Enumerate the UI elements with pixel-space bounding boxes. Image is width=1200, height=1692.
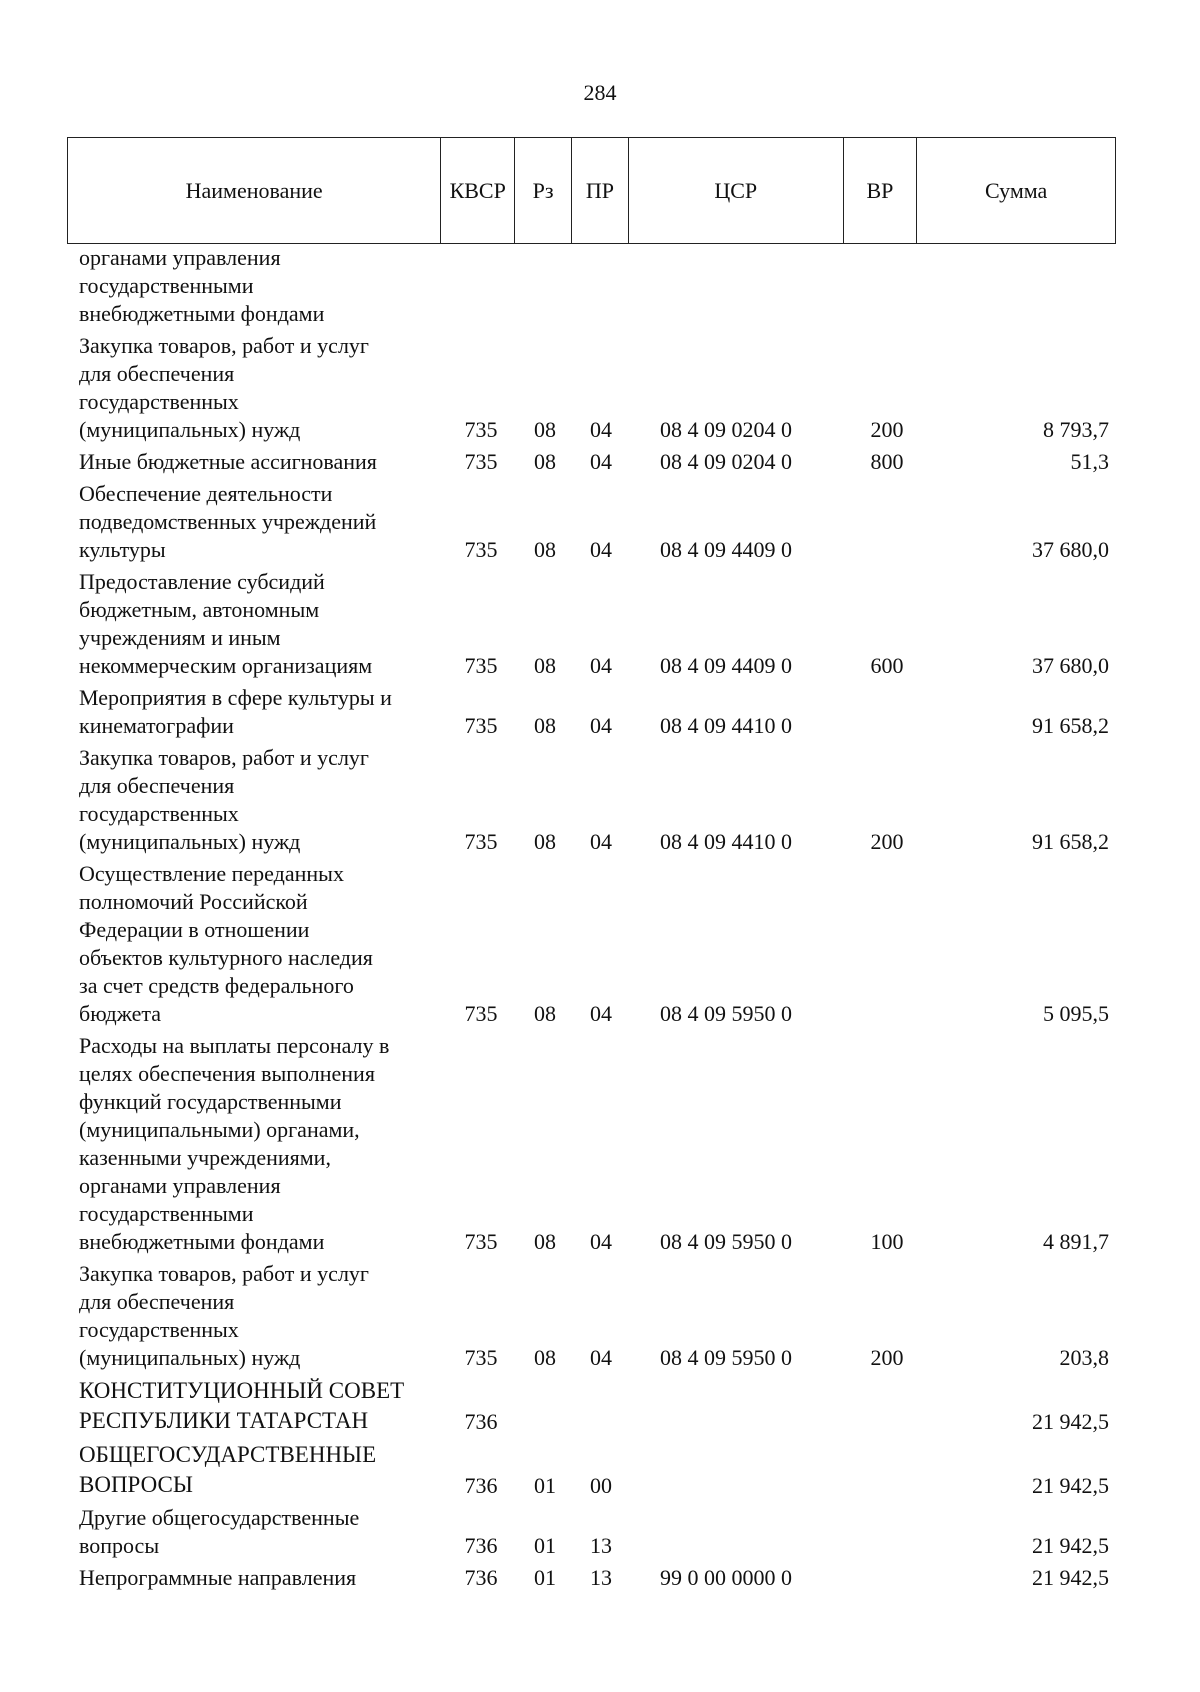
cell-csr: 08 4 09 4410 0 <box>660 829 792 854</box>
cell-vr: 600 <box>870 653 904 678</box>
cell-csr: 08 4 09 4409 0 <box>660 537 792 562</box>
row-name-line: полномочий Российской <box>79 889 308 914</box>
cell-rz: 01 <box>534 1565 556 1590</box>
cell-csr: 08 4 09 5950 0 <box>660 1345 792 1370</box>
row-name <box>79 332 431 444</box>
row-name-line: (муниципальных) нужд <box>79 829 301 854</box>
row-name-line: государственных <box>79 801 239 826</box>
row-name-line: казенными учреждениями, <box>79 1145 331 1170</box>
cell-sum: 51,3 <box>1070 449 1109 474</box>
cell-kvsr: 735 <box>464 1001 498 1026</box>
cell-rz: 08 <box>534 417 556 442</box>
row-name-line: ОБЩЕГОСУДАРСТВЕННЫЕ <box>79 1442 377 1467</box>
row-name <box>79 568 431 680</box>
row-name <box>79 1260 431 1372</box>
header-name: Наименование <box>68 138 441 243</box>
row-name <box>79 1032 431 1256</box>
header-csr: ЦСР <box>629 138 844 243</box>
row-name-line: Мероприятия в сфере культуры и <box>79 685 392 710</box>
row-name-line: (муниципальными) органами, <box>79 1117 360 1142</box>
row-name-line: подведомственных учреждений <box>79 509 377 534</box>
row-name-line: вопросы <box>79 1533 160 1558</box>
cell-rz: 08 <box>534 653 556 678</box>
cell-sum: 21 942,5 <box>1032 1565 1109 1590</box>
cell-rz: 08 <box>534 537 556 562</box>
row-name-line: Иные бюджетные ассигнования <box>79 449 377 474</box>
row-name-line: внебюджетными фондами <box>79 1229 325 1254</box>
cell-rz: 01 <box>534 1473 556 1498</box>
row-name-line: РЕСПУБЛИКИ ТАТАРСТАН <box>79 1408 369 1433</box>
row-name-line: Закупка товаров, работ и услуг <box>79 333 369 358</box>
cell-pr: 04 <box>590 829 612 854</box>
cell-rz: 08 <box>534 1001 556 1026</box>
row-name-line: целях обеспечения выполнения <box>79 1061 375 1086</box>
row-name-line: для обеспечения <box>79 361 235 386</box>
cell-pr: 04 <box>590 653 612 678</box>
cell-pr: 13 <box>590 1565 612 1590</box>
cell-sum: 21 942,5 <box>1032 1473 1109 1498</box>
cell-rz: 08 <box>534 713 556 738</box>
cell-vr: 100 <box>870 1229 904 1254</box>
cell-kvsr: 735 <box>464 1229 498 1254</box>
row-name-line: Обеспечение деятельности <box>79 481 333 506</box>
row-name-line: учреждениям и иным <box>79 625 281 650</box>
cell-sum: 21 942,5 <box>1032 1533 1109 1558</box>
header-sum: Сумма <box>985 177 1048 203</box>
cell-vr: 200 <box>870 829 904 854</box>
cell-pr: 04 <box>590 449 612 474</box>
row-name-line: Другие общегосударственные <box>79 1505 360 1530</box>
cell-sum: 37 680,0 <box>1032 537 1109 562</box>
cell-csr: 08 4 09 0204 0 <box>660 417 792 442</box>
table-row <box>0 332 1200 444</box>
table-header <box>67 137 1116 244</box>
table-row <box>0 1504 1200 1560</box>
header-rz: Рз <box>515 138 572 243</box>
row-name-line: (муниципальных) нужд <box>79 417 301 442</box>
cell-pr: 04 <box>590 1345 612 1370</box>
cell-kvsr: 735 <box>464 713 498 738</box>
table-row <box>0 860 1200 1028</box>
row-name-line: некоммерческим организациям <box>79 653 373 678</box>
row-name <box>79 744 431 856</box>
table-row <box>0 1440 1200 1500</box>
header-pr: ПР <box>572 138 629 243</box>
cell-pr: 13 <box>590 1533 612 1558</box>
cell-rz: 08 <box>534 449 556 474</box>
table-row <box>0 1564 1200 1592</box>
cell-vr: 200 <box>870 417 904 442</box>
cell-rz: 01 <box>534 1533 556 1558</box>
cell-rz: 08 <box>534 829 556 854</box>
row-name <box>79 448 431 476</box>
cell-pr: 04 <box>590 1001 612 1026</box>
row-name-line: Предоставление субсидий <box>79 569 325 594</box>
cell-sum: 5 095,5 <box>1043 1001 1109 1026</box>
cell-sum: 37 680,0 <box>1032 653 1109 678</box>
table-row <box>0 1376 1200 1436</box>
page-number: 284 <box>583 80 617 105</box>
table-row <box>0 684 1200 740</box>
table-row <box>0 480 1200 564</box>
row-name <box>79 684 431 740</box>
row-name-line: КОНСТИТУЦИОННЫЙ СОВЕТ <box>79 1378 405 1403</box>
row-name-line: функций государственными <box>79 1089 342 1114</box>
cell-pr: 04 <box>590 417 612 442</box>
cell-kvsr: 735 <box>464 537 498 562</box>
cell-sum: 4 891,7 <box>1043 1229 1109 1254</box>
table-row <box>0 1032 1200 1256</box>
cell-pr: 00 <box>590 1473 612 1498</box>
cell-kvsr: 735 <box>464 653 498 678</box>
cell-sum: 91 658,2 <box>1032 713 1109 738</box>
row-name-line: государственными <box>79 273 254 298</box>
cell-kvsr: 736 <box>464 1473 498 1498</box>
row-name-line: государственных <box>79 389 239 414</box>
cell-kvsr: 735 <box>464 417 498 442</box>
row-name-line: кинематографии <box>79 713 234 738</box>
row-name-line: для обеспечения <box>79 1289 235 1314</box>
row-name-line: Расходы на выплаты персоналу в <box>79 1033 390 1058</box>
row-name-line: Закупка товаров, работ и услуг <box>79 745 369 770</box>
cell-sum: 91 658,2 <box>1032 829 1109 854</box>
row-name-line: за счет средств федерального <box>79 973 354 998</box>
row-name-line: объектов культурного наследия <box>79 945 373 970</box>
cell-vr: 200 <box>870 1345 904 1370</box>
table-row <box>0 244 1200 328</box>
row-name-line: государственных <box>79 1317 239 1342</box>
cell-csr: 08 4 09 4410 0 <box>660 713 792 738</box>
row-name-line: государственными <box>79 1201 254 1226</box>
table-row <box>0 1260 1200 1372</box>
cell-sum: 21 942,5 <box>1032 1409 1109 1434</box>
cell-csr: 08 4 09 4409 0 <box>660 653 792 678</box>
row-name-line: Осуществление переданных <box>79 861 344 886</box>
cell-sum: 203,8 <box>1059 1345 1109 1370</box>
cell-rz: 08 <box>534 1345 556 1370</box>
table-row <box>0 568 1200 680</box>
cell-pr: 04 <box>590 1229 612 1254</box>
row-name-line: Закупка товаров, работ и услуг <box>79 1261 369 1286</box>
row-name-line: внебюджетными фондами <box>79 301 325 326</box>
cell-pr: 04 <box>590 537 612 562</box>
row-name <box>79 480 431 564</box>
cell-kvsr: 736 <box>464 1533 498 1558</box>
row-name <box>79 244 431 328</box>
row-name <box>79 1440 431 1500</box>
cell-csr: 08 4 09 5950 0 <box>660 1229 792 1254</box>
cell-vr: 800 <box>870 449 904 474</box>
cell-rz: 08 <box>534 1229 556 1254</box>
cell-kvsr: 736 <box>464 1409 498 1434</box>
cell-kvsr: 736 <box>464 1565 498 1590</box>
row-name-line: Непрограммные направления <box>79 1565 357 1590</box>
cell-kvsr: 735 <box>464 449 498 474</box>
row-name-line: бюджета <box>79 1001 162 1026</box>
row-name <box>79 1376 431 1436</box>
cell-sum: 8 793,7 <box>1043 417 1109 442</box>
row-name-line: для обеспечения <box>79 773 235 798</box>
header-vr: ВР <box>844 138 918 243</box>
cell-csr: 99 0 00 0000 0 <box>660 1565 792 1590</box>
row-name-line: органами управления <box>79 245 281 270</box>
header-kvsr: КВСР <box>441 138 515 243</box>
row-name <box>79 1504 431 1560</box>
cell-csr: 08 4 09 0204 0 <box>660 449 792 474</box>
row-name <box>79 860 431 1028</box>
row-name <box>79 1564 431 1592</box>
table-row <box>0 744 1200 856</box>
cell-csr: 08 4 09 5950 0 <box>660 1001 792 1026</box>
row-name-line: (муниципальных) нужд <box>79 1345 301 1370</box>
row-name-line: органами управления <box>79 1173 281 1198</box>
row-name-line: бюджетным, автономным <box>79 597 320 622</box>
table-row <box>0 448 1200 476</box>
row-name-line: Федерации в отношении <box>79 917 310 942</box>
row-name-line: ВОПРОСЫ <box>79 1472 193 1497</box>
cell-pr: 04 <box>590 713 612 738</box>
row-name-line: культуры <box>79 537 166 562</box>
cell-kvsr: 735 <box>464 829 498 854</box>
cell-kvsr: 735 <box>464 1345 498 1370</box>
